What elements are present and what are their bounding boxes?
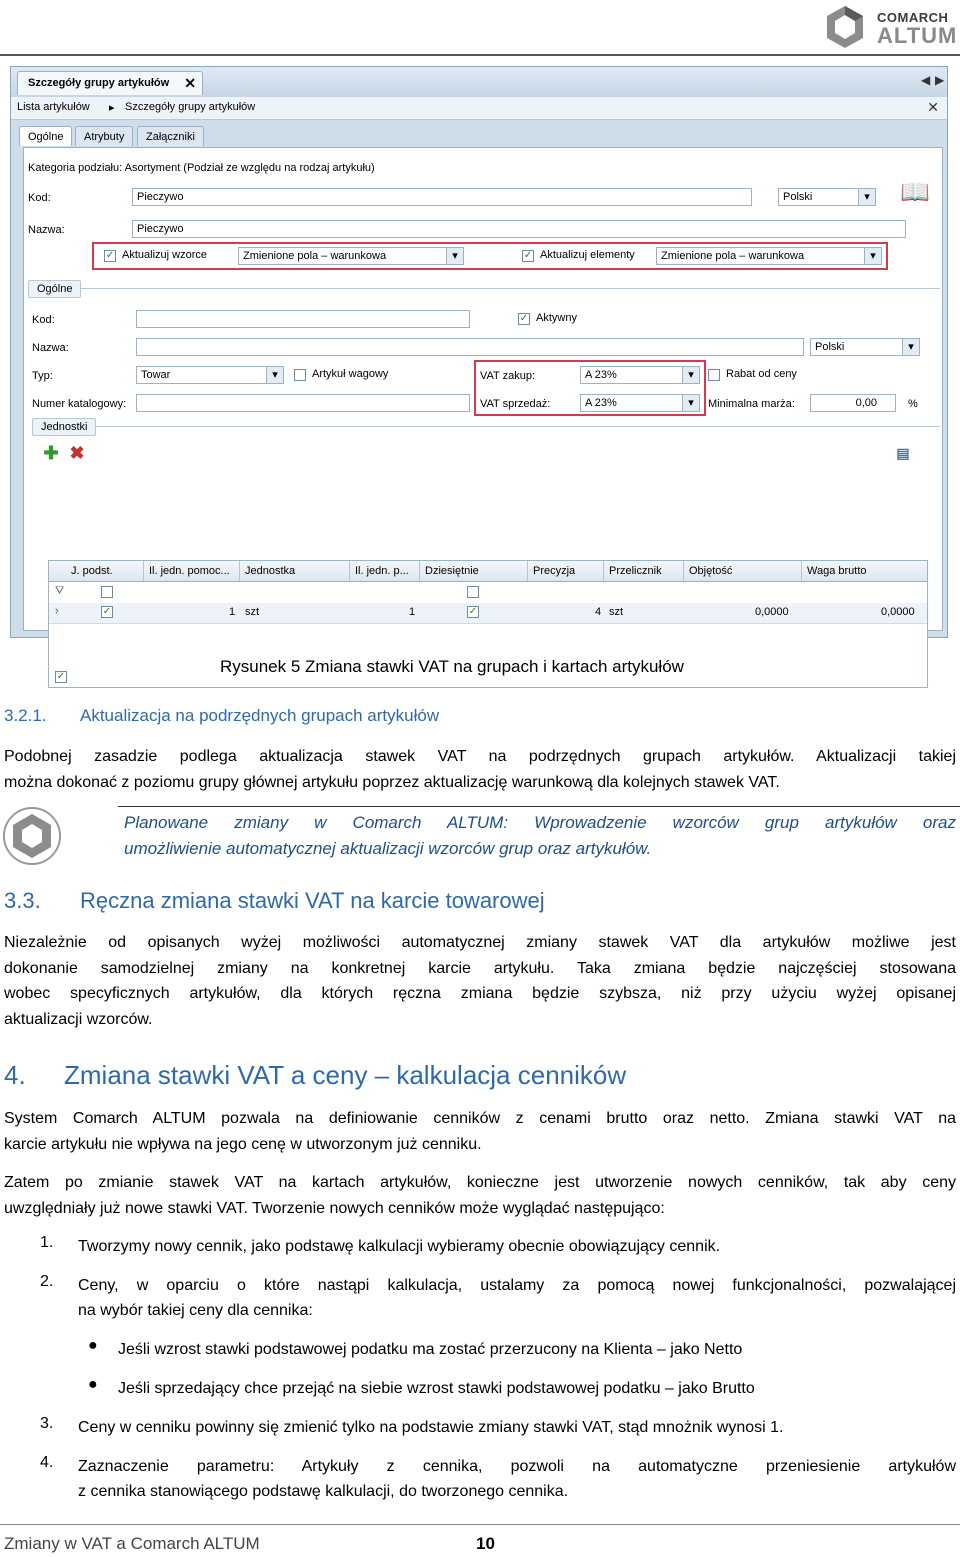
update-elements-checkbox[interactable]: ✓ (523, 250, 533, 261)
list-item-2-text-line-1: Ceny, w oparciu o które nastąpi kalkulacja, ustalamy za pomocą nowej funkcjonalności, pozwalającej (78, 1277, 956, 1294)
typ-select[interactable]: Towar ▾ (136, 366, 284, 384)
vat-purchase-label: VAT zakup: (480, 370, 536, 382)
paragraph-2-line-2: dokonanie samodzielnej zmiany na konkretnej karcie artykułu. Taka zmiana będzie najczęściej stosowana (4, 960, 956, 977)
quantity-discount-label: Rabat od ceny (726, 368, 797, 380)
col-decimal[interactable]: Dziesiętnie (425, 565, 479, 577)
col-gross-weight[interactable]: Waga brutto (807, 565, 867, 577)
nazwa-label: Nazwa: (28, 224, 65, 236)
catalog-number-input[interactable] (136, 394, 470, 412)
doc-tab-label: Szczegóły grupy artykułów (28, 77, 170, 89)
column-separator (143, 561, 144, 581)
subsection-number: 3.2.1. (4, 706, 47, 725)
min-margin-input[interactable]: 0,00 (810, 394, 896, 412)
kod2-label: Kod: (32, 314, 55, 326)
grid-header (49, 561, 927, 582)
cell-converter: szt (609, 606, 624, 618)
active-label: Aktywny (536, 312, 577, 324)
paragraph-2-line-4: aktualizacji wzorców. (4, 1011, 153, 1028)
footer-divider (0, 1524, 960, 1525)
paragraph-3-line-2: karcie artykułu nie wpływa na jego cenę w utworzonym już cenniku. (4, 1136, 482, 1153)
header-divider (0, 54, 960, 56)
weight-item-checkbox[interactable] (294, 369, 306, 381)
min-margin-label: Minimalna marża: (708, 398, 795, 410)
logo-brand-line1: COMARCH (877, 10, 949, 25)
bullet-1-icon: ● (88, 1337, 98, 1354)
vat-purchase-select[interactable]: A 23% ▾ (580, 366, 700, 384)
col-converter[interactable]: Przelicznik (609, 565, 662, 577)
update-elements-mode-select[interactable]: Zmienione pola – warunkowa ▾ (656, 247, 882, 265)
planned-changes-icon (2, 806, 62, 866)
update-templates-checkbox[interactable]: ✓ (105, 250, 115, 261)
col-precision[interactable]: Precyzja (533, 565, 576, 577)
column-separator (603, 561, 604, 581)
section-3-3-title: Ręczna zmiana stawki VAT na karcie towarowej (80, 888, 545, 913)
breadcrumb (11, 97, 947, 120)
update-templates-label: Aktualizuj wzorce (122, 249, 207, 261)
breadcrumb-separator-icon: ▸ (109, 102, 115, 114)
update-templates-mode-select[interactable]: Zmienione pola – warunkowa ▾ (238, 247, 464, 265)
vat-sale-label: VAT sprzedaż: (480, 398, 551, 410)
catalog-number-label: Numer katalogowy: (32, 398, 127, 410)
column-separator (527, 561, 528, 581)
column-separator (239, 561, 240, 581)
paragraph-2-line-1: Niezależnie od opisanych wyżej możliwości automatycznej zmiany stawek VAT dla artykułów możliwe jest (4, 934, 956, 951)
note-line-1: Planowane zmiany w Comarch ALTUM: Wprowadzenie wzorców grup artykułów oraz (124, 813, 956, 832)
list-item-1-number: 1. (40, 1234, 54, 1251)
section-4-title: Zmiana stawki VAT a ceny – kalkulacja cenników (64, 1060, 627, 1090)
grid-settings-icon[interactable]: ▤ (896, 445, 910, 461)
list-item-2-text-line-2: na wybór takiej ceny dla cennika: (78, 1302, 313, 1319)
cell-precision: 4 (595, 606, 602, 618)
col-unit[interactable]: Jednostka (245, 565, 296, 577)
nazwa2-input[interactable] (136, 338, 804, 356)
doc-tab-group-details[interactable] (17, 71, 203, 95)
logo-brand-line2: ALTUM (877, 23, 958, 48)
section-3-3-number: 3.3. (4, 888, 41, 913)
kod2-input[interactable] (136, 310, 470, 328)
table-row[interactable] (49, 603, 927, 624)
breadcrumb-item-group-details[interactable]: Szczegóły grupy artykułów (125, 101, 256, 113)
paragraph-1-line-1: Podobnej zasadzie podlega aktualizacja stawek VAT na podrzędnych grupach artykułów. Aktualizacji takiej (4, 748, 956, 765)
col-volume[interactable]: Objętość (689, 565, 733, 577)
cell-gross-weight: 0,0000 (881, 606, 915, 618)
paragraph-2-line-3: wobec specyficznych artykułów, dla których ręczna zmiana będzie szybsza, niż przy użyciu wyżej opisanej (4, 985, 956, 1002)
bullet-2-text: Jeśli sprzedający chce przejąć na siebie wzrost stawki podstawowej podatku – jako Brutto (118, 1380, 755, 1397)
decimal-checkbox[interactable]: ✓ (468, 606, 478, 617)
section-divider (84, 426, 940, 427)
tab-attributes[interactable]: Atrybuty (75, 126, 133, 146)
base-unit-checkbox[interactable]: ✓ (102, 606, 112, 617)
subsection-title: Aktualizacja na podrzędnych grupach artykułów (80, 706, 440, 725)
section-4-number: 4. (4, 1060, 26, 1090)
add-unit-icon[interactable]: ✚ (43, 443, 59, 463)
col-aux-qty[interactable]: Il. jedn. pomoc... (149, 565, 230, 577)
tab-prev-icon[interactable]: ◀ (921, 73, 931, 87)
section-divider (64, 288, 940, 289)
vat-sale-select[interactable]: A 23% ▾ (580, 394, 700, 412)
page-number: 10 (476, 1534, 495, 1553)
filter-row-icon[interactable]: ⛛ (55, 585, 65, 597)
filter-decimal-checkbox[interactable] (467, 586, 479, 598)
quantity-discount-checkbox[interactable] (708, 369, 720, 381)
cell-aux-qty: 1 (229, 606, 236, 618)
footer-title: Zmiany w VAT a Comarch ALTUM (4, 1534, 260, 1553)
breadcrumb-item-article-list[interactable]: Lista artykułów (17, 101, 90, 113)
list-item-4-text-line-2: z cennika stanowiącego podstawę kalkulacji, do tworzonego cennika. (78, 1483, 569, 1500)
list-item-2-number: 2. (40, 1273, 54, 1290)
detail-subtabs (11, 121, 947, 147)
update-elements-label: Aktualizuj elementy (540, 249, 635, 261)
col-base-unit[interactable]: J. podst. (71, 565, 113, 577)
select-all-checkbox[interactable]: ✓ (56, 671, 66, 682)
cell-base-qty: 1 (409, 606, 416, 618)
tab-general[interactable]: Ogólne (19, 126, 72, 146)
kod-input[interactable]: Pieczywo (132, 188, 752, 206)
active-checkbox[interactable]: ✓ (519, 313, 529, 324)
list-item-4-text-line-1: Zaznaczenie parametru: Artykuły z cennika, pozwoli na automatyczne przeniesienie artykułów (78, 1458, 956, 1475)
weight-item-label: Artykuł wagowy (312, 368, 389, 380)
col-base-qty[interactable]: Il. jedn. p... (355, 565, 409, 577)
kod-label: Kod: (28, 192, 51, 204)
figure-caption: Rysunek 5 Zmiana stawki VAT na grupach i kartach artykułów (220, 657, 684, 676)
tab-next-icon[interactable]: ▶ (935, 73, 945, 87)
nazwa2-label: Nazwa: (32, 342, 69, 354)
row-pointer-icon: › (55, 605, 59, 617)
typ-label: Typ: (32, 370, 53, 382)
delete-unit-icon[interactable]: ✖ (69, 443, 85, 463)
note-line-2: umożliwienie automatycznej aktualizacji wzorców grup oraz artykułów. (124, 839, 652, 858)
language-select[interactable]: Polski ▾ (778, 188, 876, 206)
altum-logo-icon (822, 4, 868, 50)
dictionary-book-icon[interactable]: 📖 (900, 179, 930, 206)
close-icon[interactable]: ✕ (184, 75, 196, 91)
filter-base-unit-checkbox[interactable] (101, 586, 113, 598)
column-separator (801, 561, 802, 581)
column-separator (683, 561, 684, 581)
note-rule (118, 806, 960, 807)
list-item-3-text: Ceny w cenniku powinny się zmienić tylko na podstawie zmiany stawki VAT, stąd mnożnik wynosi 1. (78, 1419, 784, 1436)
bullet-2-icon: ● (88, 1376, 98, 1393)
paragraph-4-line-1: Zatem po zmianie stawek VAT na kartach artykułów, konieczne jest utworzenie nowych cenników, tak aby ceny (4, 1174, 956, 1191)
paragraph-1-line-2: można dokonać z poziomu grupy głównej artykułu poprzez aktualizację warunkową dla kolejnych stawek VAT. (4, 774, 780, 791)
column-separator (419, 561, 420, 581)
cell-volume: 0,0000 (755, 606, 789, 618)
general-section-title: Ogólne (28, 280, 81, 298)
nazwa-input[interactable]: Pieczywo (132, 220, 906, 238)
cell-unit: szt (245, 606, 260, 618)
tab-attachments[interactable]: Załączniki (137, 126, 204, 146)
percent-sign: % (908, 398, 918, 410)
column-separator (349, 561, 350, 581)
paragraph-4-line-2: uwzględniały już nowe stawki VAT. Tworzenie nowych cenników może wyglądać następująco: (4, 1200, 665, 1217)
close-icon[interactable]: ✕ (927, 99, 939, 115)
document-tabbar (11, 67, 947, 97)
list-item-1-text: Tworzymy nowy cennik, jako podstawę kalkulacji wybieramy obecnie obowiązujący cennik. (78, 1238, 721, 1255)
language2-select[interactable]: Polski ▾ (810, 338, 920, 356)
paragraph-3-line-1: System Comarch ALTUM pozwala na definiowanie cenników z cenami brutto oraz netto. Zmiana stawki VAT na (4, 1110, 956, 1127)
units-section-title: Jednostki (32, 418, 96, 436)
list-item-4-number: 4. (40, 1454, 54, 1471)
comarch-altum-logo (822, 4, 958, 50)
list-item-3-number: 3. (40, 1415, 54, 1432)
bullet-1-text: Jeśli wzrost stawki podstawowej podatku ma zostać przerzucony na Klienta – jako Netto (118, 1341, 743, 1358)
category-line: Kategoria podziału: Asortyment (Podział ze względu na rodzaj artykułu) (28, 162, 375, 174)
